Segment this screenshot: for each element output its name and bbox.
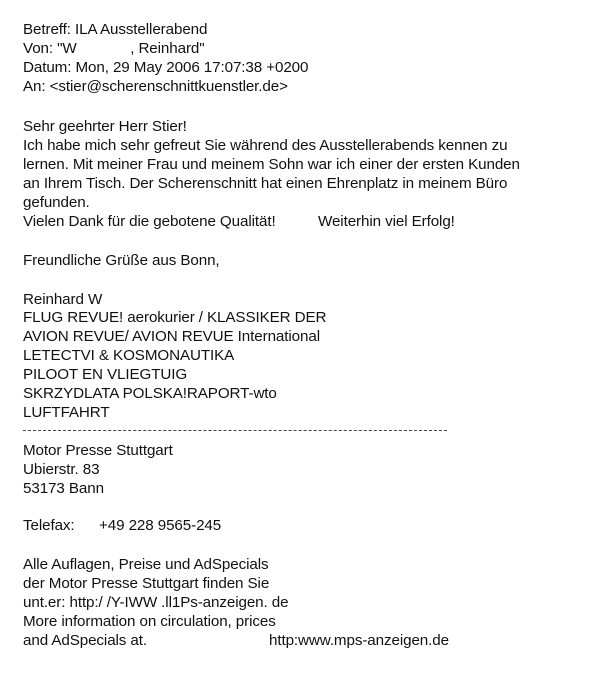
body-line: gefunden. bbox=[23, 194, 90, 211]
publication-line: FLUG REVUE! aerokurier / KLASSIKER DER bbox=[23, 309, 327, 326]
separator-line bbox=[23, 430, 447, 431]
publication-line: LUFTFAHRT bbox=[23, 404, 110, 421]
publication-line: AVION REVUE/ AVION REVUE International bbox=[23, 328, 320, 345]
email-date: Datum: Mon, 29 May 2006 17:07:38 +0200 bbox=[23, 59, 309, 76]
footer-line: unt.er: http:/ /Y-IWW .ll1Ps-anzeigen. de bbox=[23, 594, 289, 611]
footer-line: Alle Auflagen, Preise und AdSpecials bbox=[23, 556, 269, 573]
email-subject: Betreff: ILA Ausstellerabend bbox=[23, 21, 208, 38]
body-line: an Ihrem Tisch. Der Scherenschnitt hat einen Ehrenplatz in meinem Büro bbox=[23, 175, 508, 192]
fax-label: Telefax: bbox=[23, 517, 75, 534]
footer-line: More information on circulation, prices bbox=[23, 613, 276, 630]
footer-line: and AdSpecials at. bbox=[23, 632, 148, 649]
closing: Freundliche Grüße aus Bonn, bbox=[23, 252, 220, 269]
company-city: 53173 Bann bbox=[23, 480, 104, 497]
footer-line: der Motor Presse Stuttgart finden Sie bbox=[23, 575, 270, 592]
greeting: Sehr geehrter Herr Stier! bbox=[23, 118, 187, 135]
publication-line: SKRZYDLATA POLSKA!RAPORT-wto bbox=[23, 385, 277, 402]
fax-number: +49 228 9565-245 bbox=[99, 517, 222, 534]
signature-name: Reinhard W bbox=[23, 291, 103, 308]
email-to: An: <stier@scherenschnittkuenstler.de> bbox=[23, 78, 288, 95]
wishes-text: Weiterhin viel Erfolg! bbox=[318, 213, 455, 230]
publication-line: LETECTVI & KOSMONAUTIKA bbox=[23, 347, 235, 364]
thanks-text: Vielen Dank für die gebotene Qualität! bbox=[23, 213, 276, 230]
email-from: Von: "W , Reinhard" bbox=[23, 40, 205, 57]
body-line: Ich habe mich sehr gefreut Sie während des Ausstellerabends kennen zu bbox=[23, 137, 508, 154]
body-line: lernen. Mit meiner Frau und meinem Sohn war ich einer der ersten Kunden bbox=[23, 156, 520, 173]
publication-line: PILOOT EN VLIEGTUIG bbox=[23, 366, 188, 383]
company-name: Motor Presse Stuttgart bbox=[23, 442, 173, 459]
footer-url: http:www.mps-anzeigen.de bbox=[269, 632, 449, 649]
company-street: Ubierstr. 83 bbox=[23, 461, 100, 478]
